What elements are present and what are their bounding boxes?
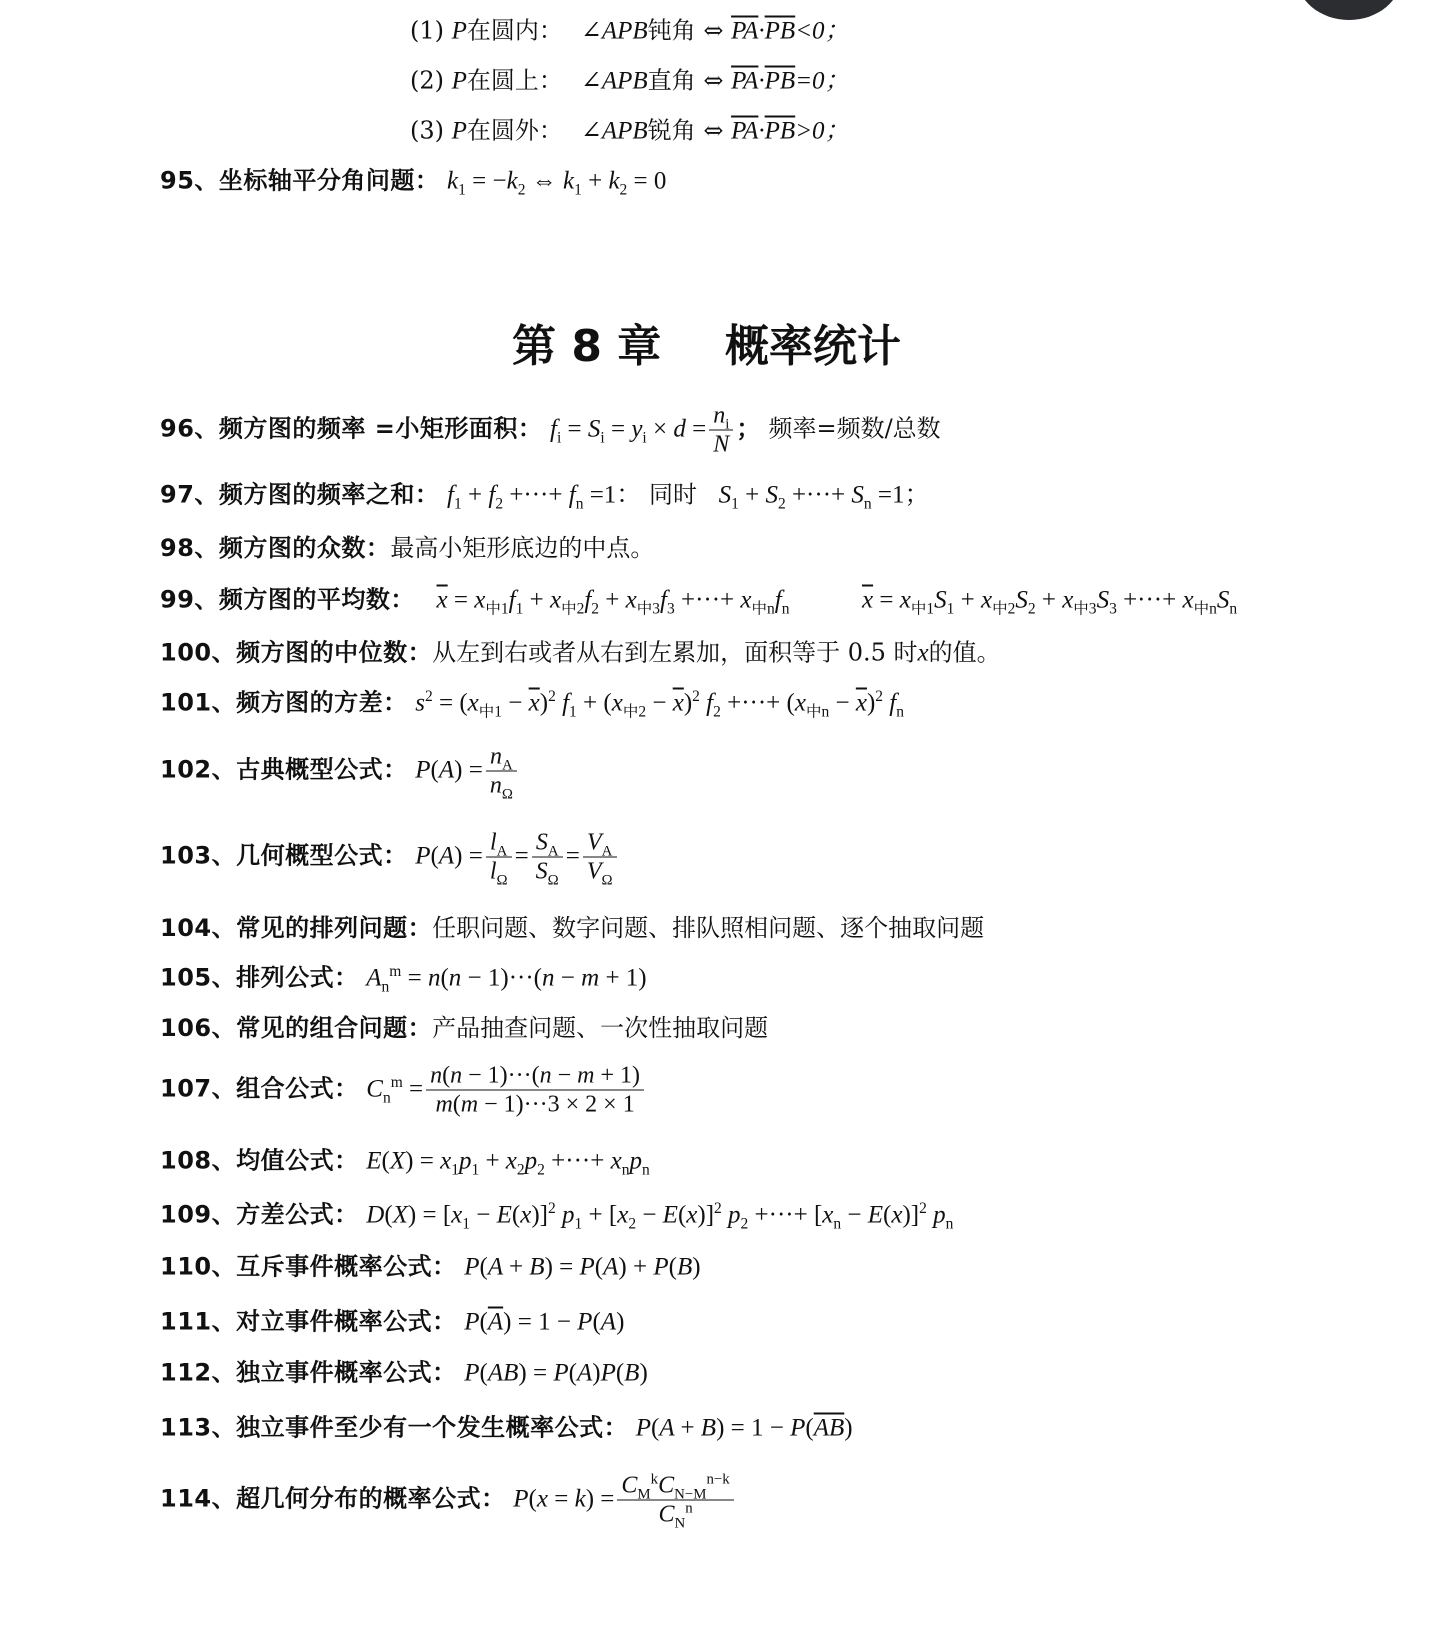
formula-item-100: 100、频方图的中位数：从左到右或者从右到左累加，面积等于 0.5 时x的值。 [160, 638, 1001, 667]
formula-item-97: 97、频方图的频率之和： $f_1 + f_2$ +···+ $f_n =1$： 同时 $S_1 + S_2$ +···+ $S_n =1$； [160, 480, 930, 513]
formula-item-96: 96、频方图的频率 =小矩形面积： $f_i = S_i = y_i \times d$ = $\frac{n_i}{N}$ ； 频率=频数/总数 [160, 402, 941, 458]
list-item: (3) P在圆外： ∠APB锐角 ⇔ $\overline{PA}\cdot\overline{PB}>0$； [410, 116, 850, 145]
formula-item-108: 108、均值公式： $E(X) = x_1p_1 + x_2p_2$ +···+ $x_np_n$ [160, 1146, 650, 1179]
formula-item-98: 98、频方图的众数：最高小矩形底边的中点。 [160, 534, 655, 562]
formula-item-106: 106、常见的组合问题：产品抽查问题、一次性抽取问题 [160, 1014, 769, 1042]
formula-item-102: 102、古典概型公式： P(A) = $\frac{n_A}{n_\Omega}$ [160, 745, 520, 798]
formula-item-104: 104、常见的排列问题：任职问题、数字问题、排队照相问题、逐个抽取问题 [160, 914, 985, 942]
formula-item-95: 95、坐标轴平分角问题： $k_1 = -k_2$ ⇔ $k_1 + k_2 = 0$ [160, 166, 667, 199]
formula-item-111: 111、对立事件概率公式： $P(\overline{A}) = 1 - P(A)$ [160, 1307, 625, 1336]
formula-item-110: 110、互斥事件概率公式： P(A + B) = P(A) + P(B) [160, 1252, 701, 1281]
formula-item-107: 107、组合公式： $C_n^m$ = $\frac{n(n - 1)\cdot\cdot\cdot(n - m + 1)}{m(m - 1)\cdot\cdot\cdot 3 \times 2 \times 1}$ [160, 1064, 647, 1117]
formula-item-103: 103、几何概型公式： P(A) = $\frac{l_A}{l_\Omega}$ = $\frac{S_A}{S_\Omega}$ = $\frac{V_A}{V_\Omega}$ [160, 831, 620, 884]
formula-item-112: 112、独立事件概率公式： P(AB) = P(A)P(B) [160, 1358, 648, 1387]
formula-item-101: 101、频方图的方差： $s^2 = (x_{中1} - \overline{x})^2$ $f_1 + (x_{中2} - \overline{x})^2$ $f_2$ +···+ $(x_{中n} - \overline{x})^2$ $f_n$ [160, 688, 904, 721]
formula-item-99: 99、频方图的平均数： $\overline{x} = x_{中1}f_1 + x_{中2}f_2 + x_{中3}f_3$ +···+ $x_{中n}f_n$ [160, 585, 790, 618]
formula-item-113: 113、独立事件至少有一个发生概率公式： $P(A + B) = 1 - P(\overline{A}\overline{B})$ [160, 1413, 853, 1442]
list-item: (1) P在圆内： ∠APB钝角 ⇔ $\overline{PA}\cdot\overline{PB}<0$； [410, 16, 850, 45]
formula-item-99-alt: $\overline{x} = x_{中1}S_1 + x_{中2}S_2 + x_{中3}S_3$ +···+ $x_{中n}S_n$ [862, 586, 1238, 618]
list-item: (2) P在圆上： ∠APB直角 ⇔ $\overline{PA}\cdot\overline{PB}=0$； [410, 66, 850, 95]
formula-item-114: 114、超几何分布的概率公式： P(x = k) = $\frac{C_M^kC_{N-M}^{n-k}}{C_N^n}$ [160, 1474, 737, 1527]
formula-item-105: 105、排列公式： $A_n^m = n(n - 1)\cdot\cdot\cdot(n - m + 1)$ [160, 963, 647, 996]
corner-overlay [1296, 0, 1402, 20]
formula-item-109: 109、方差公式： $D(X) = [x_1 - E(x)]^2$ $p_1 + [x_2 - E(x)]^2$ $p_2$ +···+ $[x_n - E(x)]^2$ $p_n$ [160, 1200, 954, 1233]
